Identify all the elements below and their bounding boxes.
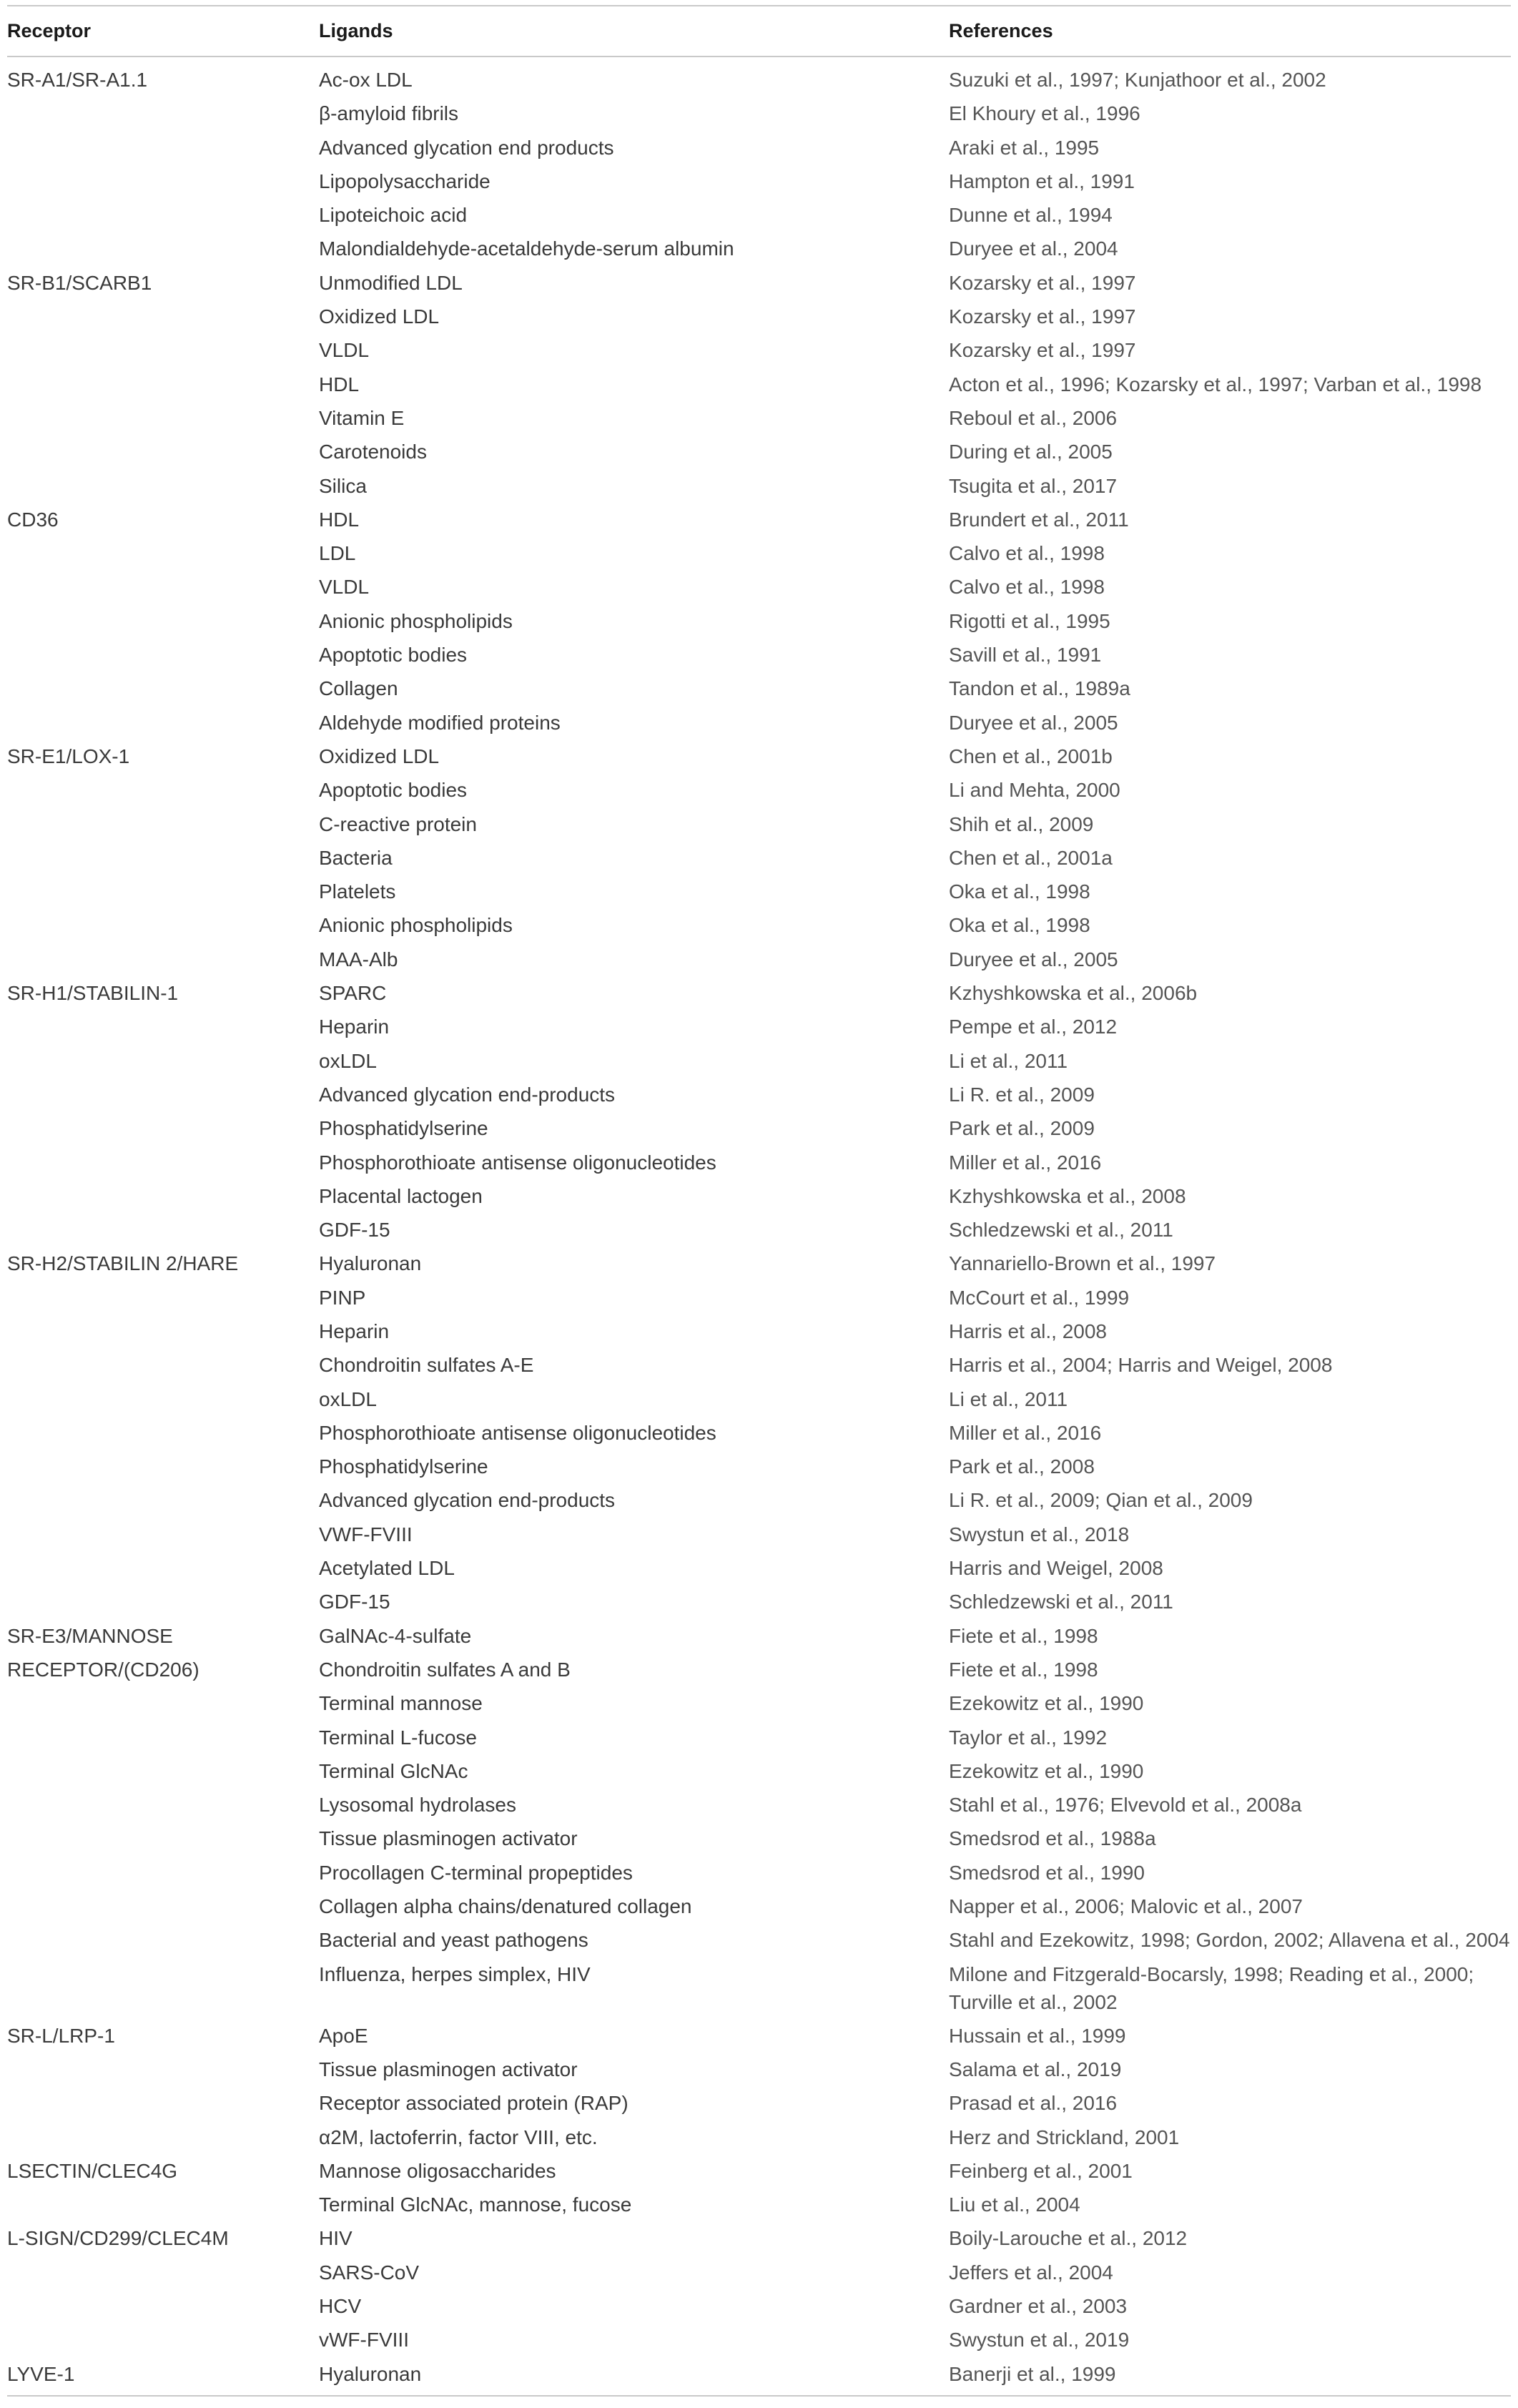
table-row <box>7 536 1511 570</box>
ligand-cell: Terminal GlcNAc <box>319 1759 468 1782</box>
receptor-cell: SR-B1/SCARB1 <box>7 271 152 294</box>
reference-cell: Taylor et al., 1992 <box>949 1726 1108 1749</box>
table-row <box>7 368 1511 401</box>
table-row <box>7 232 1511 265</box>
reference-cell: Harris and Weigel, 2008 <box>949 1557 1163 1580</box>
reference-cell: Calvo et al., 1998 <box>949 576 1105 599</box>
table-row <box>7 2120 1511 2154</box>
table-row <box>7 300 1511 333</box>
receptor-cell <box>7 943 307 976</box>
receptor-cell <box>7 1822 307 1855</box>
reference-cell: Smedsrod et al., 1990 <box>949 1861 1145 1884</box>
table-row <box>7 2053 1511 2086</box>
receptor-cell: LYVE-1 <box>7 2362 75 2385</box>
ligand-cell: Chondroitin sulfates A-E <box>319 1354 534 1377</box>
reference-cell: Oka et al., 1998 <box>949 914 1090 937</box>
ligand-cell: Unmodified LDL <box>319 271 463 294</box>
ligand-cell: Chondroitin sulfates A and B <box>319 1658 571 1681</box>
ligand-cell: Phosphatidylserine <box>319 1117 488 1140</box>
receptor-cell <box>7 1754 307 1788</box>
table-row <box>7 97 1511 130</box>
receptor-cell <box>7 1585 307 1618</box>
ligand-cell: Procollagen C-terminal propeptides <box>319 1861 633 1884</box>
receptor-cell <box>7 164 307 198</box>
table-row <box>7 943 1511 976</box>
receptor-cell <box>7 1348 307 1382</box>
table-row <box>7 164 1511 198</box>
receptor-cell <box>7 1923 307 1957</box>
table-row <box>7 1146 1511 1179</box>
reference-cell: Acton et al., 1996; Kozarsky et al., 1997; Varban et al., 1998 <box>949 373 1482 395</box>
reference-cell: Chen et al., 2001a <box>949 846 1113 869</box>
reference-cell: Schledzewski et al., 2011 <box>949 1219 1173 1242</box>
reference-cell: Rigotti et al., 1995 <box>949 609 1110 632</box>
reference-cell: Li and Mehta, 2000 <box>949 779 1120 802</box>
reference-cell: Gardner et al., 2003 <box>949 2295 1128 2317</box>
reference-cell: Ezekowitz et al., 1990 <box>949 1692 1144 1715</box>
reference-cell: Salama et al., 2019 <box>949 2058 1122 2080</box>
receptor-cell: SR-E1/LOX-1 <box>7 744 130 767</box>
receptor-cell: L-SIGN/CD299/CLEC4M <box>7 2227 229 2250</box>
table-row <box>7 1281 1511 1314</box>
ligand-cell: VWF-FVIII <box>319 1523 413 1545</box>
ligand-cell: Ac-ox LDL <box>319 69 413 91</box>
receptor-cell <box>7 875 307 908</box>
receptor-cell <box>7 1686 307 1720</box>
receptor-cell <box>7 908 307 942</box>
table-row <box>7 469 1511 503</box>
reference-cell: Miller et al., 2016 <box>949 1151 1102 1174</box>
table-row <box>7 266 1511 300</box>
receptor-cell: SR-E3/MANNOSE <box>7 1624 173 1647</box>
receptor-cell <box>7 604 307 638</box>
table-row <box>7 1010 1511 1043</box>
reference-cell: Stahl et al., 1976; Elvevold et al., 2008a <box>949 1794 1302 1817</box>
ligand-cell: Phosphatidylserine <box>319 1455 488 1478</box>
ligand-table <box>7 5 1511 2397</box>
reference-cell: Hussain et al., 1999 <box>949 2024 1126 2047</box>
reference-cell: Miller et al., 2016 <box>949 1421 1102 1444</box>
table-row <box>7 1551 1511 1585</box>
table-row <box>7 333 1511 367</box>
receptor-cell: SR-L/LRP-1 <box>7 2024 115 2047</box>
reference-cell: Savill et al., 1991 <box>949 644 1102 667</box>
table-row <box>7 131 1511 164</box>
reference-cell: Duryee et al., 2005 <box>949 948 1118 970</box>
ligand-cell: Collagen alpha chains/denatured collagen <box>319 1895 692 1918</box>
table-row <box>7 807 1511 841</box>
receptor-cell <box>7 1010 307 1043</box>
table-body <box>7 57 1511 2397</box>
table-row <box>7 875 1511 908</box>
reference-cell: Napper et al., 2006; Malovic et al., 2007 <box>949 1895 1303 1918</box>
ligand-cell: VLDL <box>319 576 370 599</box>
ligand-cell: SARS-CoV <box>319 2261 420 2284</box>
ligand-cell: Mannose oligosaccharides <box>319 2159 556 2182</box>
ligand-cell: α2M, lactoferrin, factor VIII, etc. <box>319 2126 598 2148</box>
table-row <box>7 841 1511 875</box>
table-row <box>7 638 1511 672</box>
table-row <box>7 2154 1511 2188</box>
reference-cell: Park et al., 2008 <box>949 1455 1095 1478</box>
reference-cell: Jeffers et al., 2004 <box>949 2261 1113 2284</box>
header-ligands: Ligands <box>319 20 393 41</box>
table-row <box>7 63 1511 97</box>
receptor-cell: SR-H2/STABILIN 2/HARE <box>7 1252 239 1275</box>
ligand-cell: β-amyloid fibrils <box>319 102 459 125</box>
reference-cell: Harris et al., 2008 <box>949 1320 1107 1342</box>
ligand-cell: Apoptotic bodies <box>319 644 468 667</box>
receptor-cell <box>7 1146 307 1179</box>
ligand-cell: Oxidized LDL <box>319 744 440 767</box>
table-row <box>7 435 1511 468</box>
receptor-cell <box>7 536 307 570</box>
receptor-cell <box>7 706 307 739</box>
ligand-cell: Malondialdehyde-acetaldehyde-serum albumin <box>319 237 734 260</box>
reference-cell: Oka et al., 1998 <box>949 880 1090 903</box>
table-row <box>7 1585 1511 1618</box>
reference-cell: Herz and Strickland, 2001 <box>949 2126 1180 2148</box>
reference-cell: Dunne et al., 1994 <box>949 204 1113 227</box>
reference-cell: Li R. et al., 2009 <box>949 1083 1095 1106</box>
ligand-cell: Heparin <box>319 1320 390 1342</box>
ligand-cell: Lipoteichoic acid <box>319 204 468 227</box>
table-row <box>7 2289 1511 2323</box>
receptor-cell <box>7 1957 307 2019</box>
receptor-cell <box>7 469 307 503</box>
receptor-cell <box>7 2086 307 2120</box>
reference-cell: Feinberg et al., 2001 <box>949 2159 1133 2182</box>
receptor-cell <box>7 638 307 672</box>
ligand-cell: Advanced glycation end products <box>319 136 614 159</box>
table-row <box>7 1686 1511 1720</box>
receptor-cell <box>7 570 307 604</box>
ligand-cell: GDF-15 <box>319 1591 390 1613</box>
table-row <box>7 2256 1511 2289</box>
reference-cell: Stahl and Ezekowitz, 1998; Gordon, 2002; Allavena et al., 2004 <box>949 1929 1510 1952</box>
table-row <box>7 1044 1511 1078</box>
table-row <box>7 503 1511 536</box>
table-row <box>7 1247 1511 1280</box>
ligand-cell: Terminal mannose <box>319 1692 483 1715</box>
receptor-cell <box>7 1314 307 1348</box>
receptor-cell <box>7 1450 307 1483</box>
receptor-cell <box>7 2120 307 2154</box>
reference-cell: Park et al., 2009 <box>949 1117 1095 1140</box>
receptor-cell <box>7 1856 307 1889</box>
receptor-cell <box>7 300 307 333</box>
table-row <box>7 401 1511 435</box>
reference-cell: Tsugita et al., 2017 <box>949 474 1118 497</box>
receptor-cell <box>7 1179 307 1213</box>
ligand-cell: Tissue plasminogen activator <box>319 2058 578 2080</box>
receptor-cell <box>7 672 307 705</box>
reference-cell: Harris et al., 2004; Harris and Weigel, 2008 <box>949 1354 1333 1377</box>
receptor-cell <box>7 232 307 265</box>
reference-cell: Suzuki et al., 1997; Kunjathoor et al., 2002 <box>949 69 1326 91</box>
ligand-cell: Apoptotic bodies <box>319 779 468 802</box>
ligand-cell: GalNAc-4-sulfate <box>319 1624 472 1647</box>
ligand-cell: Vitamin E <box>319 406 405 429</box>
ligand-cell: Anionic phospholipids <box>319 914 513 937</box>
receptor-cell: CD36 <box>7 508 59 531</box>
ligand-cell: vWF-FVIII <box>319 2329 409 2352</box>
receptor-cell <box>7 1483 307 1517</box>
ligand-cell: Phosphorothioate antisense oligonucleotides <box>319 1421 716 1444</box>
ligand-cell: HDL <box>319 508 360 531</box>
table-row <box>7 1653 1511 1686</box>
ligand-cell: Platelets <box>319 880 396 903</box>
table-row <box>7 2188 1511 2221</box>
header-receptor: Receptor <box>7 20 92 41</box>
receptor-cell <box>7 2256 307 2289</box>
ligand-cell: VLDL <box>319 339 370 362</box>
table-row <box>7 1382 1511 1416</box>
receptor-cell <box>7 1788 307 1822</box>
ligand-cell: PINP <box>319 1286 366 1309</box>
reference-cell: Hampton et al., 1991 <box>949 169 1135 192</box>
table-row <box>7 739 1511 773</box>
ligand-cell: Hyaluronan <box>319 1252 422 1275</box>
receptor-cell: RECEPTOR/(CD206) <box>7 1658 199 1681</box>
ligand-cell: Acetylated LDL <box>319 1557 455 1580</box>
table-row <box>7 1179 1511 1213</box>
reference-cell: Kozarsky et al., 1997 <box>949 271 1136 294</box>
table-row <box>7 1754 1511 1788</box>
ligand-cell: Aldehyde modified proteins <box>319 711 561 734</box>
table-row <box>7 1788 1511 1822</box>
ligand-cell: Anionic phospholipids <box>319 609 513 632</box>
reference-cell: Duryee et al., 2004 <box>949 237 1118 260</box>
table-row <box>7 1348 1511 1382</box>
reference-cell: Kzhyshkowska et al., 2008 <box>949 1184 1186 1207</box>
table-row <box>7 604 1511 638</box>
reference-cell: Swystun et al., 2019 <box>949 2329 1130 2352</box>
table-row <box>7 2323 1511 2357</box>
receptor-cell <box>7 1382 307 1416</box>
table-row <box>7 2086 1511 2120</box>
receptor-cell <box>7 1111 307 1145</box>
receptor-cell <box>7 1721 307 1754</box>
table-row <box>7 2221 1511 2255</box>
receptor-cell <box>7 2289 307 2323</box>
receptor-cell <box>7 198 307 232</box>
reference-cell: Kzhyshkowska et al., 2006b <box>949 982 1198 1005</box>
table-row <box>7 1213 1511 1247</box>
receptor-cell <box>7 841 307 875</box>
reference-cell: Fiete et al., 1998 <box>949 1624 1098 1647</box>
ligand-cell: Influenza, herpes simplex, HIV <box>319 1962 591 1985</box>
table-row <box>7 1619 1511 1653</box>
table-row <box>7 1450 1511 1483</box>
receptor-cell: LSECTIN/CLEC4G <box>7 2159 178 2182</box>
reference-cell: Li et al., 2011 <box>949 1387 1068 1410</box>
table-row <box>7 570 1511 604</box>
ligand-cell: Carotenoids <box>319 441 427 463</box>
table-row <box>7 976 1511 1010</box>
receptor-cell <box>7 2323 307 2357</box>
table-row <box>7 2019 1511 2053</box>
table-row <box>7 706 1511 739</box>
ligand-cell: oxLDL <box>319 1387 377 1410</box>
receptor-cell <box>7 401 307 435</box>
reference-cell: Tandon et al., 1989a <box>949 677 1130 700</box>
reference-cell: Pempe et al., 2012 <box>949 1016 1118 1038</box>
reference-cell: Li R. et al., 2009; Qian et al., 2009 <box>949 1489 1253 1512</box>
ligand-cell: Hyaluronan <box>319 2362 422 2385</box>
ligand-cell: Advanced glycation end-products <box>319 1489 616 1512</box>
table-row <box>7 1483 1511 1517</box>
ligand-cell: ApoE <box>319 2024 368 2047</box>
ligand-cell: Placental lactogen <box>319 1184 483 1207</box>
reference-cell: Brundert et al., 2011 <box>949 508 1129 531</box>
table-row <box>7 1416 1511 1450</box>
receptor-cell <box>7 435 307 468</box>
reference-cell: Prasad et al., 2016 <box>949 2092 1118 2115</box>
ligand-cell: Bacterial and yeast pathogens <box>319 1929 588 1952</box>
table-row <box>7 1111 1511 1145</box>
table-row <box>7 2357 1511 2391</box>
ligand-cell: C-reactive protein <box>319 812 477 835</box>
ligand-cell: Terminal L-fucose <box>319 1726 477 1749</box>
reference-cell: Banerji et al., 1999 <box>949 2362 1116 2385</box>
ligand-cell: HCV <box>319 2295 362 2317</box>
ligand-cell: LDL <box>319 542 356 565</box>
table-row <box>7 1518 1511 1551</box>
receptor-cell <box>7 1078 307 1111</box>
receptor-cell: SR-A1/SR-A1.1 <box>7 69 148 91</box>
receptor-cell <box>7 368 307 401</box>
reference-cell: Shih et al., 2009 <box>949 812 1094 835</box>
table-row <box>7 773 1511 807</box>
receptor-cell: SR-H1/STABILIN-1 <box>7 982 179 1005</box>
table-row <box>7 198 1511 232</box>
ligand-cell: Terminal GlcNAc, mannose, fucose <box>319 2193 632 2216</box>
table-row <box>7 1957 1511 2019</box>
ligand-cell: SPARC <box>319 982 387 1005</box>
ligand-cell: HDL <box>319 373 360 395</box>
table-header <box>7 5 1511 57</box>
receptor-cell <box>7 1044 307 1078</box>
ligand-cell: Lysosomal hydrolases <box>319 1794 516 1817</box>
reference-cell: Duryee et al., 2005 <box>949 711 1118 734</box>
table-row <box>7 1923 1511 1957</box>
receptor-cell <box>7 1281 307 1314</box>
reference-cell: Reboul et al., 2006 <box>949 406 1118 429</box>
header-references: References <box>949 20 1053 41</box>
table-row <box>7 1822 1511 1855</box>
reference-cell: Swystun et al., 2018 <box>949 1523 1130 1545</box>
reference-cell: Liu et al., 2004 <box>949 2193 1080 2216</box>
receptor-cell <box>7 97 307 130</box>
receptor-cell <box>7 2053 307 2086</box>
reference-cell: Kozarsky et al., 1997 <box>949 305 1136 328</box>
reference-cell: Calvo et al., 1998 <box>949 542 1105 565</box>
ligand-cell: Phosphorothioate antisense oligonucleotides <box>319 1151 716 1174</box>
receptor-cell <box>7 2188 307 2221</box>
ligand-cell: Bacteria <box>319 846 393 869</box>
reference-cell: Schledzewski et al., 2011 <box>949 1591 1173 1613</box>
receptor-cell <box>7 1416 307 1450</box>
ligand-cell: Lipopolysaccharide <box>319 169 491 192</box>
reference-cell: Ezekowitz et al., 1990 <box>949 1759 1144 1782</box>
ligand-cell: HIV <box>319 2227 353 2250</box>
reference-cell: Boily-Larouche et al., 2012 <box>949 2227 1188 2250</box>
reference-cell: Yannariello-Brown et al., 1997 <box>949 1252 1216 1275</box>
ligand-cell: Tissue plasminogen activator <box>319 1827 578 1850</box>
reference-cell: Milone and Fitzgerald-Bocarsly, 1998; Reading et al., 2000; Turville et al., 2002 <box>949 1962 1474 2013</box>
ligand-cell: Oxidized LDL <box>319 305 440 328</box>
reference-cell: Smedsrod et al., 1988a <box>949 1827 1156 1850</box>
ligand-cell: Collagen <box>319 677 398 700</box>
ligand-cell: MAA-Alb <box>319 948 398 970</box>
reference-cell: Fiete et al., 1998 <box>949 1658 1098 1681</box>
table-row <box>7 1856 1511 1889</box>
receptor-cell <box>7 773 307 807</box>
table-row <box>7 908 1511 942</box>
reference-cell: Araki et al., 1995 <box>949 136 1100 159</box>
reference-cell: El Khoury et al., 1996 <box>949 102 1140 125</box>
ligand-cell: Heparin <box>319 1016 390 1038</box>
reference-cell: Kozarsky et al., 1997 <box>949 339 1136 362</box>
receptor-cell <box>7 1889 307 1923</box>
table-row <box>7 1721 1511 1754</box>
ligand-cell: GDF-15 <box>319 1219 390 1242</box>
ligand-cell: Advanced glycation end-products <box>319 1083 616 1106</box>
table-row <box>7 1314 1511 1348</box>
ligand-cell: oxLDL <box>319 1049 377 1072</box>
reference-cell: Chen et al., 2001b <box>949 744 1113 767</box>
ligand-cell: Receptor associated protein (RAP) <box>319 2092 629 2115</box>
receptor-cell <box>7 131 307 164</box>
receptor-cell <box>7 1518 307 1551</box>
table-row <box>7 672 1511 705</box>
receptor-cell <box>7 333 307 367</box>
reference-cell: McCourt et al., 1999 <box>949 1286 1130 1309</box>
table-row <box>7 1889 1511 1923</box>
receptor-cell <box>7 1213 307 1247</box>
table-row <box>7 1078 1511 1111</box>
receptor-cell <box>7 807 307 841</box>
reference-cell: Li et al., 2011 <box>949 1049 1068 1072</box>
receptor-cell <box>7 1551 307 1585</box>
reference-cell: During et al., 2005 <box>949 441 1113 463</box>
ligand-cell: Silica <box>319 474 367 497</box>
